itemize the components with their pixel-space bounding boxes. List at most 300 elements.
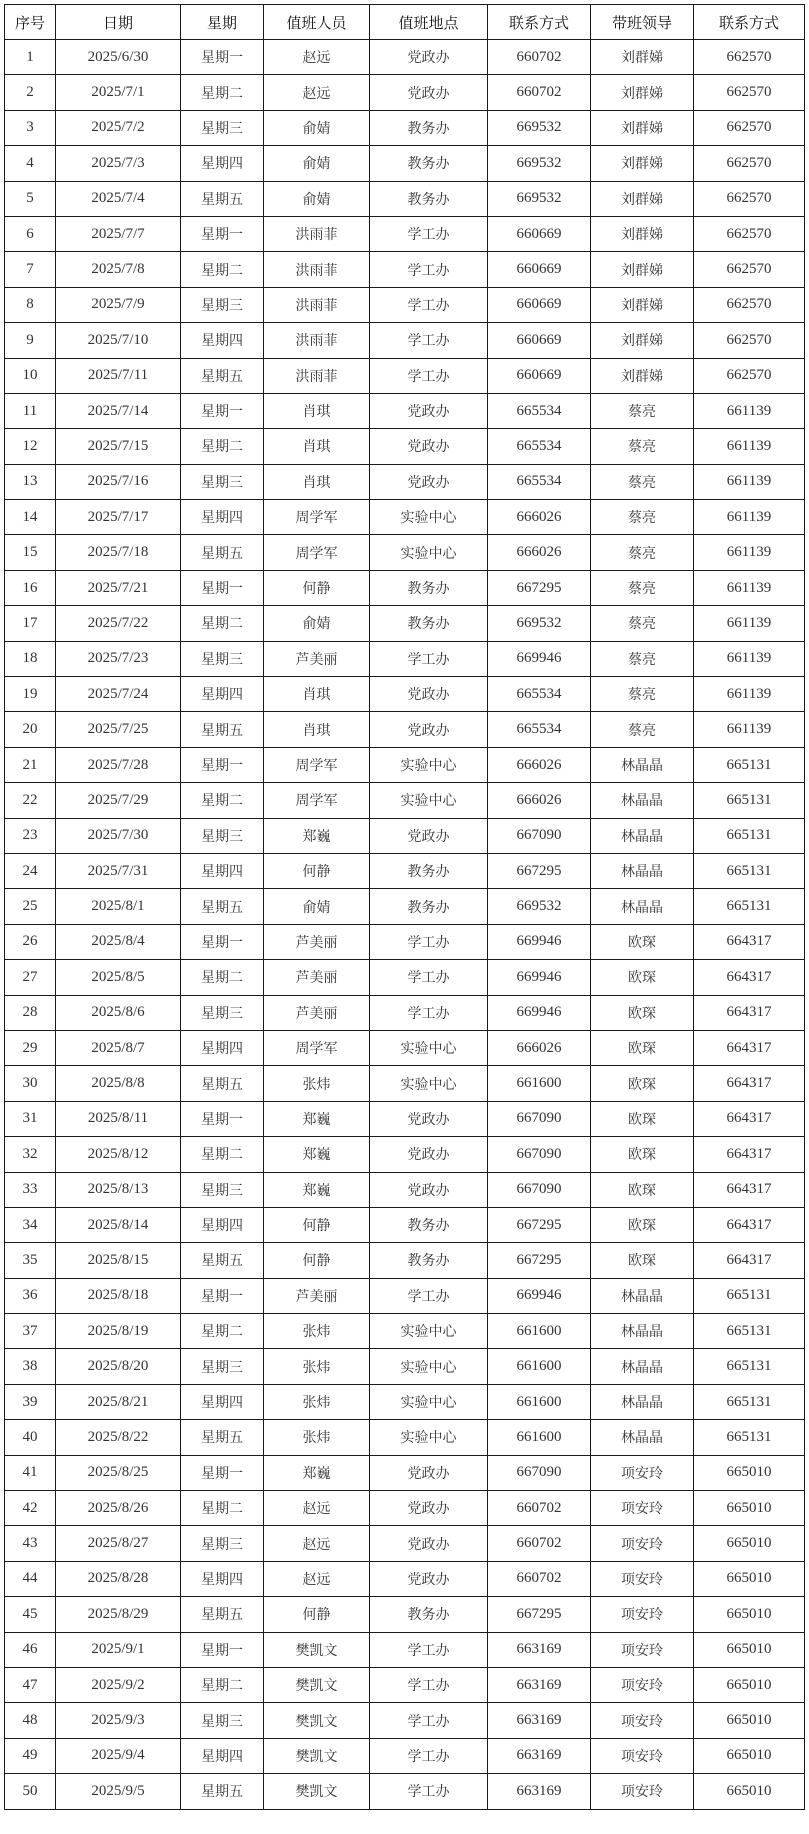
table-row bbox=[5, 358, 805, 393]
table-row bbox=[5, 1774, 805, 1809]
table-row bbox=[5, 500, 805, 535]
table-row bbox=[5, 889, 805, 924]
cell-date: 2025/7/1 bbox=[56, 75, 181, 110]
cell-weekday: 星期三 bbox=[181, 1703, 264, 1738]
table-row bbox=[5, 464, 805, 499]
cell-date: 2025/7/16 bbox=[56, 464, 181, 499]
cell-index: 46 bbox=[5, 1632, 56, 1667]
table-row bbox=[5, 1278, 805, 1313]
cell-index: 43 bbox=[5, 1526, 56, 1561]
cell-date: 2025/8/28 bbox=[56, 1561, 181, 1596]
cell-leader: 林晶晶 bbox=[591, 783, 694, 818]
table-row bbox=[5, 1384, 805, 1419]
cell-index: 30 bbox=[5, 1066, 56, 1101]
cell-leader: 刘群娣 bbox=[591, 323, 694, 358]
table-row bbox=[5, 783, 805, 818]
cell-weekday: 星期四 bbox=[181, 677, 264, 712]
cell-leader: 林晶晶 bbox=[591, 1384, 694, 1419]
cell-date: 2025/8/26 bbox=[56, 1491, 181, 1526]
cell-duty-person: 周学军 bbox=[264, 1030, 370, 1065]
table-row bbox=[5, 1314, 805, 1349]
cell-date: 2025/7/29 bbox=[56, 783, 181, 818]
cell-leader: 项安玲 bbox=[591, 1703, 694, 1738]
cell-leader: 欧琛 bbox=[591, 1066, 694, 1101]
cell-weekday: 星期一 bbox=[181, 216, 264, 251]
cell-leader-phone: 664317 bbox=[694, 1030, 805, 1065]
cell-duty-location: 学工办 bbox=[370, 960, 488, 995]
cell-date: 2025/9/2 bbox=[56, 1667, 181, 1702]
cell-duty-phone: 661600 bbox=[488, 1384, 591, 1419]
cell-duty-phone: 669532 bbox=[488, 889, 591, 924]
cell-duty-location: 教务办 bbox=[370, 1597, 488, 1632]
cell-duty-phone: 669532 bbox=[488, 181, 591, 216]
table-row bbox=[5, 216, 805, 251]
cell-duty-phone: 660669 bbox=[488, 287, 591, 322]
cell-weekday: 星期五 bbox=[181, 535, 264, 570]
cell-leader-phone: 665010 bbox=[694, 1632, 805, 1667]
cell-index: 6 bbox=[5, 216, 56, 251]
cell-date: 2025/7/21 bbox=[56, 570, 181, 605]
cell-duty-phone: 669946 bbox=[488, 960, 591, 995]
cell-leader-phone: 664317 bbox=[694, 1207, 805, 1242]
cell-duty-location: 教务办 bbox=[370, 889, 488, 924]
cell-duty-phone: 660702 bbox=[488, 1491, 591, 1526]
cell-duty-person: 何静 bbox=[264, 1207, 370, 1242]
cell-duty-phone: 669946 bbox=[488, 641, 591, 676]
table-row bbox=[5, 641, 805, 676]
cell-leader-phone: 665010 bbox=[694, 1738, 805, 1773]
cell-duty-location: 党政办 bbox=[370, 464, 488, 499]
header-duty-phone: 联系方式 bbox=[488, 5, 591, 40]
cell-leader: 项安玲 bbox=[591, 1491, 694, 1526]
cell-leader: 欧琛 bbox=[591, 995, 694, 1030]
cell-index: 1 bbox=[5, 40, 56, 75]
cell-leader-phone: 665010 bbox=[694, 1597, 805, 1632]
cell-leader: 刘群娣 bbox=[591, 216, 694, 251]
cell-index: 47 bbox=[5, 1667, 56, 1702]
cell-leader: 蔡亮 bbox=[591, 500, 694, 535]
table-row bbox=[5, 1207, 805, 1242]
cell-duty-person: 张炜 bbox=[264, 1420, 370, 1455]
cell-weekday: 星期二 bbox=[181, 429, 264, 464]
cell-duty-person: 周学军 bbox=[264, 500, 370, 535]
cell-leader-phone: 665131 bbox=[694, 1278, 805, 1313]
table-header bbox=[5, 5, 805, 40]
cell-duty-person: 肖琪 bbox=[264, 393, 370, 428]
cell-index: 34 bbox=[5, 1207, 56, 1242]
cell-duty-person: 芦美丽 bbox=[264, 924, 370, 959]
cell-index: 5 bbox=[5, 181, 56, 216]
cell-weekday: 星期五 bbox=[181, 1420, 264, 1455]
cell-weekday: 星期五 bbox=[181, 1066, 264, 1101]
cell-index: 18 bbox=[5, 641, 56, 676]
cell-duty-person: 何静 bbox=[264, 1243, 370, 1278]
cell-leader-phone: 664317 bbox=[694, 960, 805, 995]
cell-index: 3 bbox=[5, 110, 56, 145]
cell-duty-phone: 665534 bbox=[488, 677, 591, 712]
cell-duty-location: 党政办 bbox=[370, 677, 488, 712]
cell-duty-phone: 663169 bbox=[488, 1774, 591, 1809]
cell-duty-phone: 667295 bbox=[488, 1597, 591, 1632]
cell-leader-phone: 664317 bbox=[694, 1066, 805, 1101]
cell-duty-person: 张炜 bbox=[264, 1066, 370, 1101]
cell-weekday: 星期二 bbox=[181, 960, 264, 995]
cell-leader: 蔡亮 bbox=[591, 641, 694, 676]
cell-duty-phone: 669946 bbox=[488, 924, 591, 959]
cell-date: 2025/7/22 bbox=[56, 606, 181, 641]
cell-weekday: 星期四 bbox=[181, 500, 264, 535]
cell-duty-phone: 660669 bbox=[488, 358, 591, 393]
cell-duty-phone: 665534 bbox=[488, 712, 591, 747]
cell-leader: 项安玲 bbox=[591, 1667, 694, 1702]
cell-duty-person: 樊凯文 bbox=[264, 1667, 370, 1702]
cell-duty-location: 党政办 bbox=[370, 1172, 488, 1207]
table-row bbox=[5, 606, 805, 641]
cell-weekday: 星期一 bbox=[181, 1278, 264, 1313]
cell-weekday: 星期三 bbox=[181, 641, 264, 676]
cell-index: 26 bbox=[5, 924, 56, 959]
cell-weekday: 星期四 bbox=[181, 146, 264, 181]
table-row bbox=[5, 323, 805, 358]
cell-duty-person: 樊凯文 bbox=[264, 1703, 370, 1738]
cell-duty-phone: 666026 bbox=[488, 500, 591, 535]
cell-index: 31 bbox=[5, 1101, 56, 1136]
cell-weekday: 星期四 bbox=[181, 323, 264, 358]
table-row bbox=[5, 393, 805, 428]
table-row bbox=[5, 570, 805, 605]
cell-duty-location: 学工办 bbox=[370, 358, 488, 393]
cell-index: 4 bbox=[5, 146, 56, 181]
cell-weekday: 星期二 bbox=[181, 75, 264, 110]
cell-leader: 林晶晶 bbox=[591, 818, 694, 853]
cell-duty-location: 党政办 bbox=[370, 1491, 488, 1526]
cell-duty-location: 实验中心 bbox=[370, 1349, 488, 1384]
cell-duty-location: 学工办 bbox=[370, 1278, 488, 1313]
cell-index: 25 bbox=[5, 889, 56, 924]
cell-duty-person: 赵远 bbox=[264, 75, 370, 110]
cell-duty-phone: 660669 bbox=[488, 216, 591, 251]
cell-duty-person: 何静 bbox=[264, 1597, 370, 1632]
table-row bbox=[5, 853, 805, 888]
cell-duty-phone: 660702 bbox=[488, 40, 591, 75]
table-row bbox=[5, 1491, 805, 1526]
cell-weekday: 星期二 bbox=[181, 1137, 264, 1172]
cell-leader-phone: 665010 bbox=[694, 1703, 805, 1738]
table-row bbox=[5, 677, 805, 712]
cell-leader-phone: 662570 bbox=[694, 181, 805, 216]
cell-duty-location: 教务办 bbox=[370, 146, 488, 181]
cell-index: 40 bbox=[5, 1420, 56, 1455]
table-row bbox=[5, 1030, 805, 1065]
cell-duty-location: 学工办 bbox=[370, 995, 488, 1030]
cell-weekday: 星期五 bbox=[181, 1243, 264, 1278]
cell-index: 11 bbox=[5, 393, 56, 428]
cell-duty-person: 何静 bbox=[264, 570, 370, 605]
cell-date: 2025/7/23 bbox=[56, 641, 181, 676]
cell-duty-location: 实验中心 bbox=[370, 783, 488, 818]
cell-index: 2 bbox=[5, 75, 56, 110]
cell-weekday: 星期五 bbox=[181, 1774, 264, 1809]
header-duty-person: 值班人员 bbox=[264, 5, 370, 40]
cell-weekday: 星期四 bbox=[181, 1561, 264, 1596]
cell-duty-person: 郑巍 bbox=[264, 1137, 370, 1172]
cell-duty-person: 赵远 bbox=[264, 1561, 370, 1596]
cell-duty-phone: 666026 bbox=[488, 535, 591, 570]
table-row bbox=[5, 181, 805, 216]
cell-duty-location: 学工办 bbox=[370, 1703, 488, 1738]
cell-duty-location: 实验中心 bbox=[370, 500, 488, 535]
cell-leader-phone: 661139 bbox=[694, 606, 805, 641]
cell-date: 2025/8/7 bbox=[56, 1030, 181, 1065]
cell-date: 2025/8/14 bbox=[56, 1207, 181, 1242]
cell-leader: 刘群娣 bbox=[591, 110, 694, 145]
cell-index: 42 bbox=[5, 1491, 56, 1526]
cell-date: 2025/7/9 bbox=[56, 287, 181, 322]
cell-duty-location: 教务办 bbox=[370, 181, 488, 216]
cell-index: 8 bbox=[5, 287, 56, 322]
cell-duty-phone: 663169 bbox=[488, 1703, 591, 1738]
cell-duty-person: 赵远 bbox=[264, 1526, 370, 1561]
cell-duty-location: 学工办 bbox=[370, 252, 488, 287]
cell-duty-location: 学工办 bbox=[370, 1774, 488, 1809]
header-weekday: 星期 bbox=[181, 5, 264, 40]
cell-date: 2025/7/31 bbox=[56, 853, 181, 888]
cell-date: 2025/8/6 bbox=[56, 995, 181, 1030]
table-row bbox=[5, 960, 805, 995]
cell-duty-location: 党政办 bbox=[370, 1526, 488, 1561]
cell-duty-person: 洪雨菲 bbox=[264, 216, 370, 251]
cell-duty-person: 洪雨菲 bbox=[264, 323, 370, 358]
cell-index: 23 bbox=[5, 818, 56, 853]
cell-leader: 刘群娣 bbox=[591, 358, 694, 393]
cell-duty-person: 肖琪 bbox=[264, 464, 370, 499]
cell-leader: 欧琛 bbox=[591, 1137, 694, 1172]
cell-leader: 项安玲 bbox=[591, 1597, 694, 1632]
cell-leader-phone: 665010 bbox=[694, 1526, 805, 1561]
cell-date: 2025/8/13 bbox=[56, 1172, 181, 1207]
cell-duty-person: 肖琪 bbox=[264, 677, 370, 712]
cell-date: 2025/7/11 bbox=[56, 358, 181, 393]
cell-index: 22 bbox=[5, 783, 56, 818]
cell-duty-person: 郑巍 bbox=[264, 1172, 370, 1207]
cell-leader: 欧琛 bbox=[591, 1243, 694, 1278]
cell-duty-location: 实验中心 bbox=[370, 1384, 488, 1419]
cell-weekday: 星期四 bbox=[181, 1738, 264, 1773]
cell-duty-phone: 660702 bbox=[488, 1561, 591, 1596]
cell-leader: 林晶晶 bbox=[591, 1314, 694, 1349]
cell-duty-phone: 669946 bbox=[488, 995, 591, 1030]
header-leader: 带班领导 bbox=[591, 5, 694, 40]
cell-duty-person: 俞婧 bbox=[264, 889, 370, 924]
cell-date: 2025/6/30 bbox=[56, 40, 181, 75]
table-row bbox=[5, 1632, 805, 1667]
cell-date: 2025/8/8 bbox=[56, 1066, 181, 1101]
header-duty-location: 值班地点 bbox=[370, 5, 488, 40]
cell-duty-location: 实验中心 bbox=[370, 1314, 488, 1349]
cell-index: 16 bbox=[5, 570, 56, 605]
cell-date: 2025/7/30 bbox=[56, 818, 181, 853]
cell-duty-phone: 661600 bbox=[488, 1349, 591, 1384]
cell-date: 2025/7/10 bbox=[56, 323, 181, 358]
cell-date: 2025/8/15 bbox=[56, 1243, 181, 1278]
cell-duty-person: 樊凯文 bbox=[264, 1632, 370, 1667]
cell-leader: 林晶晶 bbox=[591, 1278, 694, 1313]
cell-leader-phone: 661139 bbox=[694, 641, 805, 676]
cell-weekday: 星期二 bbox=[181, 252, 264, 287]
cell-leader-phone: 665131 bbox=[694, 1314, 805, 1349]
cell-leader-phone: 665131 bbox=[694, 1420, 805, 1455]
cell-date: 2025/7/18 bbox=[56, 535, 181, 570]
cell-index: 20 bbox=[5, 712, 56, 747]
cell-duty-person: 周学军 bbox=[264, 535, 370, 570]
cell-duty-location: 党政办 bbox=[370, 712, 488, 747]
cell-duty-location: 实验中心 bbox=[370, 747, 488, 782]
cell-date: 2025/7/24 bbox=[56, 677, 181, 712]
cell-leader: 项安玲 bbox=[591, 1526, 694, 1561]
cell-duty-location: 党政办 bbox=[370, 1101, 488, 1136]
cell-duty-person: 张炜 bbox=[264, 1349, 370, 1384]
cell-duty-phone: 667295 bbox=[488, 853, 591, 888]
cell-leader-phone: 661139 bbox=[694, 393, 805, 428]
cell-date: 2025/8/20 bbox=[56, 1349, 181, 1384]
cell-date: 2025/7/28 bbox=[56, 747, 181, 782]
cell-duty-location: 学工办 bbox=[370, 924, 488, 959]
cell-leader-phone: 665131 bbox=[694, 818, 805, 853]
cell-duty-person: 张炜 bbox=[264, 1384, 370, 1419]
cell-duty-phone: 666026 bbox=[488, 1030, 591, 1065]
cell-duty-person: 周学军 bbox=[264, 747, 370, 782]
cell-index: 41 bbox=[5, 1455, 56, 1490]
cell-duty-location: 学工办 bbox=[370, 1632, 488, 1667]
cell-duty-person: 俞婧 bbox=[264, 606, 370, 641]
cell-duty-person: 芦美丽 bbox=[264, 1278, 370, 1313]
cell-leader: 欧琛 bbox=[591, 960, 694, 995]
cell-index: 45 bbox=[5, 1597, 56, 1632]
cell-leader-phone: 662570 bbox=[694, 75, 805, 110]
cell-leader: 林晶晶 bbox=[591, 1349, 694, 1384]
table-row bbox=[5, 146, 805, 181]
cell-leader-phone: 665010 bbox=[694, 1667, 805, 1702]
cell-leader-phone: 662570 bbox=[694, 252, 805, 287]
cell-index: 12 bbox=[5, 429, 56, 464]
cell-duty-phone: 666026 bbox=[488, 747, 591, 782]
cell-duty-person: 俞婧 bbox=[264, 110, 370, 145]
cell-index: 9 bbox=[5, 323, 56, 358]
cell-leader-phone: 662570 bbox=[694, 287, 805, 322]
cell-duty-location: 党政办 bbox=[370, 818, 488, 853]
cell-date: 2025/9/4 bbox=[56, 1738, 181, 1773]
cell-date: 2025/8/1 bbox=[56, 889, 181, 924]
cell-duty-phone: 669532 bbox=[488, 110, 591, 145]
cell-duty-person: 樊凯文 bbox=[264, 1738, 370, 1773]
cell-leader-phone: 661139 bbox=[694, 464, 805, 499]
cell-date: 2025/8/27 bbox=[56, 1526, 181, 1561]
cell-leader: 刘群娣 bbox=[591, 287, 694, 322]
cell-index: 28 bbox=[5, 995, 56, 1030]
table-row bbox=[5, 1172, 805, 1207]
cell-duty-phone: 661600 bbox=[488, 1314, 591, 1349]
cell-leader-phone: 664317 bbox=[694, 1243, 805, 1278]
cell-duty-location: 党政办 bbox=[370, 1455, 488, 1490]
table-row bbox=[5, 252, 805, 287]
cell-duty-location: 实验中心 bbox=[370, 1030, 488, 1065]
cell-weekday: 星期三 bbox=[181, 818, 264, 853]
cell-leader: 欧琛 bbox=[591, 1030, 694, 1065]
cell-duty-phone: 667295 bbox=[488, 570, 591, 605]
cell-duty-phone: 663169 bbox=[488, 1738, 591, 1773]
cell-index: 38 bbox=[5, 1349, 56, 1384]
cell-weekday: 星期二 bbox=[181, 1491, 264, 1526]
cell-duty-location: 实验中心 bbox=[370, 1420, 488, 1455]
cell-duty-location: 实验中心 bbox=[370, 535, 488, 570]
header-index: 序号 bbox=[5, 5, 56, 40]
cell-index: 24 bbox=[5, 853, 56, 888]
cell-weekday: 星期一 bbox=[181, 570, 264, 605]
cell-leader-phone: 665131 bbox=[694, 889, 805, 924]
cell-index: 50 bbox=[5, 1774, 56, 1809]
cell-duty-person: 芦美丽 bbox=[264, 960, 370, 995]
table-row bbox=[5, 1667, 805, 1702]
cell-date: 2025/7/25 bbox=[56, 712, 181, 747]
cell-leader-phone: 661139 bbox=[694, 429, 805, 464]
table-row bbox=[5, 1703, 805, 1738]
cell-leader: 欧琛 bbox=[591, 924, 694, 959]
cell-leader: 蔡亮 bbox=[591, 535, 694, 570]
table-row bbox=[5, 712, 805, 747]
cell-leader-phone: 665010 bbox=[694, 1455, 805, 1490]
cell-leader-phone: 665010 bbox=[694, 1561, 805, 1596]
table-row bbox=[5, 995, 805, 1030]
cell-date: 2025/8/21 bbox=[56, 1384, 181, 1419]
cell-duty-location: 学工办 bbox=[370, 323, 488, 358]
cell-leader-phone: 664317 bbox=[694, 924, 805, 959]
cell-weekday: 星期三 bbox=[181, 1172, 264, 1207]
cell-date: 2025/8/5 bbox=[56, 960, 181, 995]
cell-weekday: 星期三 bbox=[181, 287, 264, 322]
cell-leader: 蔡亮 bbox=[591, 677, 694, 712]
cell-date: 2025/7/17 bbox=[56, 500, 181, 535]
cell-weekday: 星期三 bbox=[181, 995, 264, 1030]
cell-duty-person: 郑巍 bbox=[264, 818, 370, 853]
cell-leader: 项安玲 bbox=[591, 1455, 694, 1490]
cell-duty-person: 芦美丽 bbox=[264, 641, 370, 676]
cell-weekday: 星期四 bbox=[181, 1207, 264, 1242]
cell-date: 2025/9/3 bbox=[56, 1703, 181, 1738]
cell-duty-phone: 660702 bbox=[488, 75, 591, 110]
header-leader-phone: 联系方式 bbox=[694, 5, 805, 40]
cell-date: 2025/7/15 bbox=[56, 429, 181, 464]
cell-duty-phone: 665534 bbox=[488, 393, 591, 428]
cell-date: 2025/9/5 bbox=[56, 1774, 181, 1809]
cell-leader: 蔡亮 bbox=[591, 429, 694, 464]
cell-duty-person: 芦美丽 bbox=[264, 995, 370, 1030]
cell-duty-phone: 665534 bbox=[488, 429, 591, 464]
cell-duty-person: 张炜 bbox=[264, 1314, 370, 1349]
cell-index: 35 bbox=[5, 1243, 56, 1278]
duty-schedule-table bbox=[4, 4, 805, 1810]
cell-duty-phone: 669532 bbox=[488, 146, 591, 181]
cell-index: 7 bbox=[5, 252, 56, 287]
cell-duty-phone: 666026 bbox=[488, 783, 591, 818]
cell-duty-location: 学工办 bbox=[370, 1738, 488, 1773]
cell-weekday: 星期一 bbox=[181, 1101, 264, 1136]
cell-duty-phone: 660702 bbox=[488, 1526, 591, 1561]
cell-leader: 刘群娣 bbox=[591, 252, 694, 287]
cell-duty-phone: 663169 bbox=[488, 1667, 591, 1702]
table-row bbox=[5, 1349, 805, 1384]
cell-leader-phone: 665131 bbox=[694, 1384, 805, 1419]
cell-index: 49 bbox=[5, 1738, 56, 1773]
